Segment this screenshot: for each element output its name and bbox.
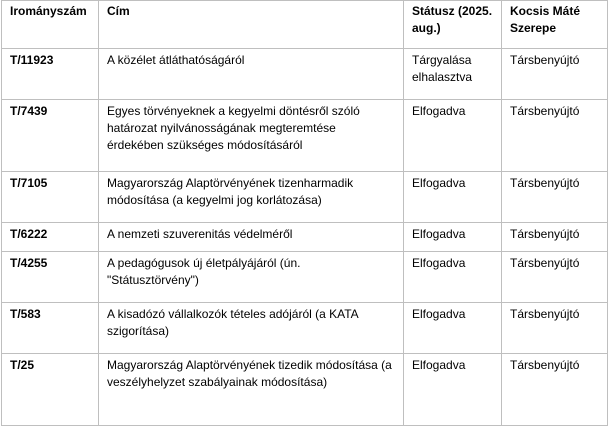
bill-role: Társbenyújtó bbox=[502, 49, 608, 100]
bill-id: T/25 bbox=[2, 354, 99, 426]
header-row bbox=[2, 1, 608, 49]
table-row bbox=[2, 303, 608, 354]
bill-id: T/7439 bbox=[2, 100, 99, 172]
bill-id: T/4255 bbox=[2, 252, 99, 303]
bill-role: Társbenyújtó bbox=[502, 223, 608, 252]
bill-title: A pedagógusok új életpályájáról (ún. "Státusztörvény") bbox=[99, 252, 404, 303]
bill-title: Magyarország Alaptörvényének tizedik módosítása (a veszélyhelyzet szabályainak módosítása) bbox=[99, 354, 404, 426]
bill-status: Elfogadva bbox=[404, 354, 502, 426]
bill-title: A kisadózó vállalkozók tételes adójáról (a KATA szigorítása) bbox=[99, 303, 404, 354]
bill-status: Tárgyalása elhalasztva bbox=[404, 49, 502, 100]
bill-status: Elfogadva bbox=[404, 172, 502, 223]
header-id: Irományszám bbox=[2, 1, 99, 49]
header-status: Státusz (2025. aug.) bbox=[404, 1, 502, 49]
table-row bbox=[2, 223, 608, 252]
table-row bbox=[2, 252, 608, 303]
bill-id: T/583 bbox=[2, 303, 99, 354]
bill-id: T/6222 bbox=[2, 223, 99, 252]
bill-role: Társbenyújtó bbox=[502, 354, 608, 426]
bill-status: Elfogadva bbox=[404, 223, 502, 252]
bills-table bbox=[1, 0, 608, 426]
bill-title: Magyarország Alaptörvényének tizenharmadik módosítása (a kegyelmi jog korlátozása) bbox=[99, 172, 404, 223]
bill-status: Elfogadva bbox=[404, 252, 502, 303]
bill-role: Társbenyújtó bbox=[502, 303, 608, 354]
bill-id: T/7105 bbox=[2, 172, 99, 223]
bill-status: Elfogadva bbox=[404, 303, 502, 354]
bill-id: T/11923 bbox=[2, 49, 99, 100]
bill-role: Társbenyújtó bbox=[502, 100, 608, 172]
bill-title: A közélet átláthatóságáról bbox=[99, 49, 404, 100]
table-row bbox=[2, 100, 608, 172]
table-row bbox=[2, 49, 608, 100]
header-title: Cím bbox=[99, 1, 404, 49]
bill-status: Elfogadva bbox=[404, 100, 502, 172]
bill-role: Társbenyújtó bbox=[502, 172, 608, 223]
table-row bbox=[2, 354, 608, 426]
bill-role: Társbenyújtó bbox=[502, 252, 608, 303]
bill-title: Egyes törvényeknek a kegyelmi döntésről szóló határozat nyilvánosságának megteremtése érdekében szükséges módosításáról bbox=[99, 100, 404, 172]
bill-title: A nemzeti szuverenitás védelméről bbox=[99, 223, 404, 252]
table-row bbox=[2, 172, 608, 223]
header-role: Kocsis Máté Szerepe bbox=[502, 1, 608, 49]
